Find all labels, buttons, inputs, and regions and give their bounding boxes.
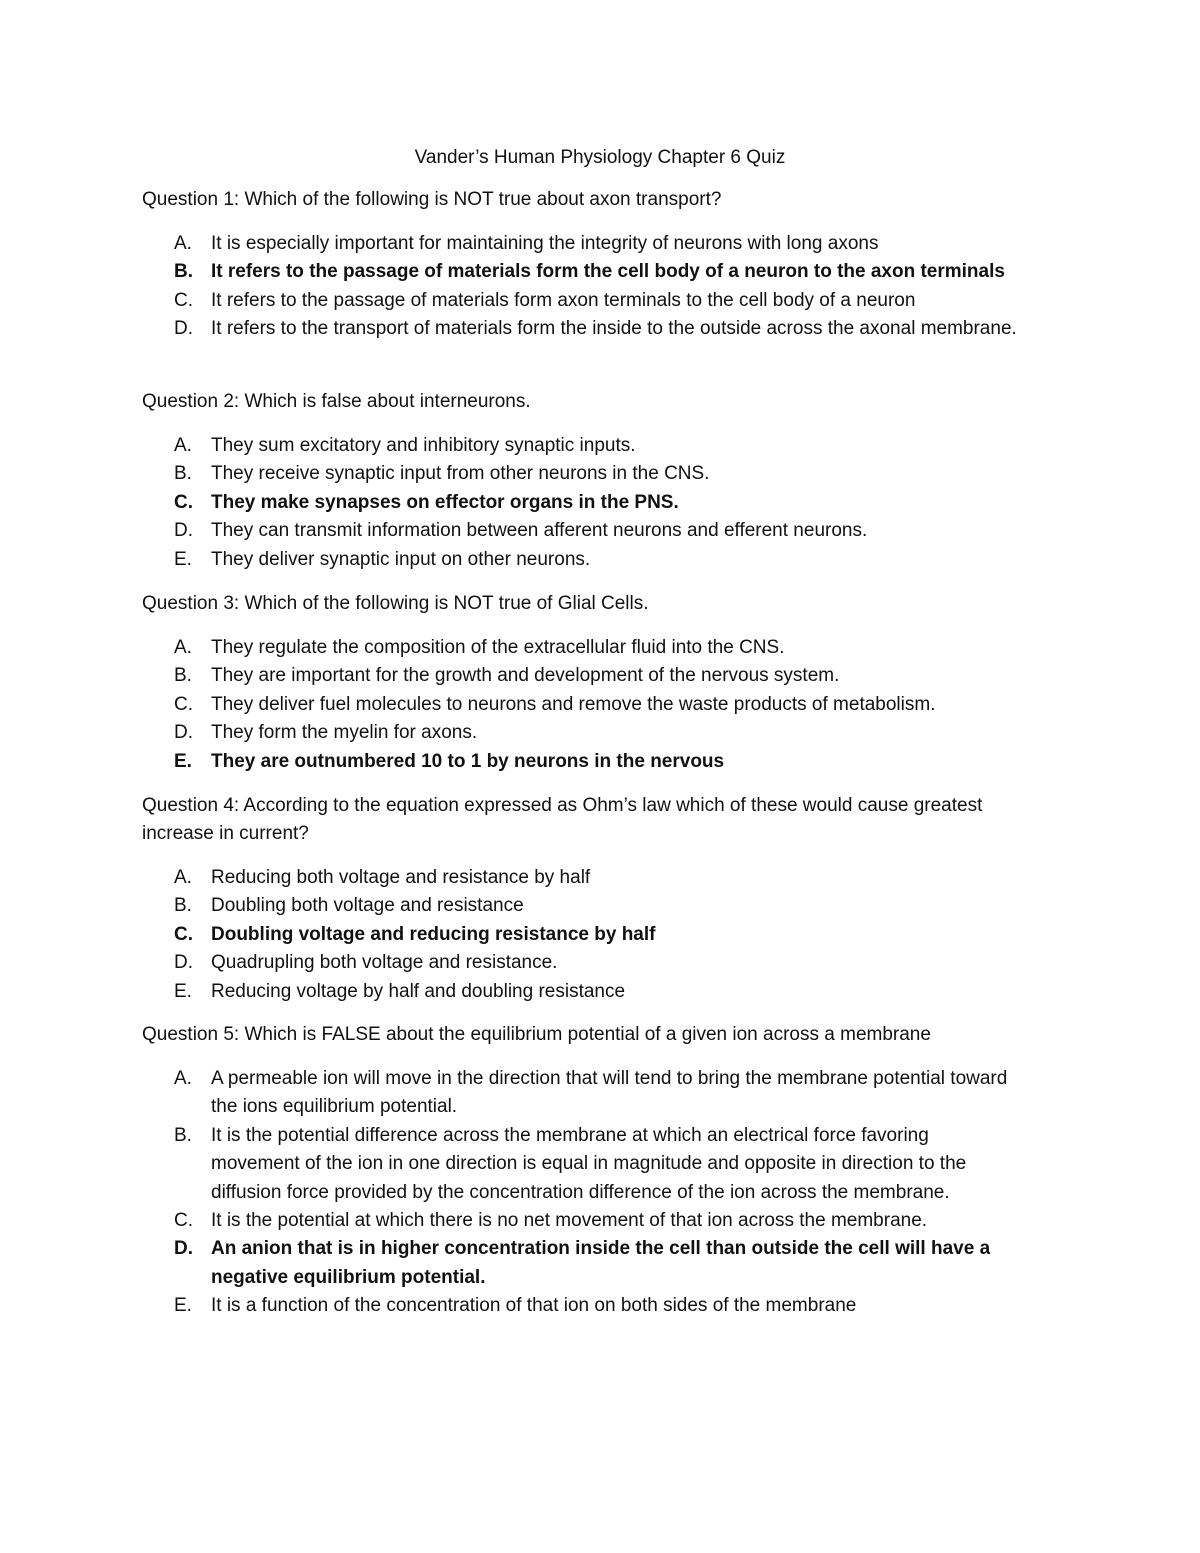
option-letter: B.	[174, 463, 192, 485]
option-text: A permeable ion will move in the direction that will tend to bring the membrane potential toward the ions equilibrium potential.	[211, 1068, 1008, 1118]
option-letter: C.	[174, 1210, 193, 1232]
answer-option	[142, 1292, 1022, 1320]
question-text: Question 1: Which of the following is NOT true about axon transport?	[142, 189, 722, 210]
answer-option	[142, 921, 1022, 949]
option-text: They are outnumbered 10 to 1 by neurons in the nervous	[211, 750, 725, 772]
question-text: Question 5: Which is FALSE about the equilibrium potential of a given ion across a membrane	[142, 1024, 931, 1045]
option-letter: D.	[174, 1238, 193, 1260]
option-letter: A.	[174, 435, 192, 456]
option-text: Quadrupling both voltage and resistance.	[211, 952, 558, 974]
option-letter: B.	[174, 665, 192, 687]
option-letter: D.	[174, 722, 193, 744]
answer-option	[142, 1207, 1022, 1235]
option-letter: E.	[174, 1295, 192, 1317]
option-letter: A.	[174, 637, 192, 658]
answer-option	[142, 546, 1022, 574]
answer-option	[142, 719, 1022, 747]
answer-option	[142, 892, 1022, 920]
option-letter: D.	[174, 520, 193, 542]
option-text: They are important for the growth and development of the nervous system.	[211, 665, 840, 687]
option-text: They make synapses on effector organs in the PNS.	[211, 491, 679, 513]
answer-option	[142, 432, 1022, 460]
question-text: Question 4: According to the equation expressed as Ohm’s law which of these would cause greatest increase in current?	[142, 795, 983, 844]
answer-option	[142, 1065, 1022, 1122]
option-letter: C.	[174, 693, 193, 715]
question-text: Question 3: Which of the following is NOT true of Glial Cells.	[142, 593, 649, 614]
answer-options	[142, 1065, 1022, 1321]
document-title: Vander’s Human Physiology Chapter 6 Quiz	[414, 147, 786, 168]
question-4	[142, 792, 1022, 1006]
option-text: Doubling both voltage and resistance	[211, 895, 524, 917]
option-text: They regulate the composition of the extracellular fluid into the CNS.	[211, 637, 785, 658]
option-letter: B.	[174, 261, 193, 283]
option-letter: A.	[174, 867, 192, 888]
option-letter: A.	[174, 233, 192, 254]
option-text: It refers to the transport of materials form the inside to the outside across the axonal membrane.	[211, 318, 1017, 340]
option-text: It refers to the passage of materials form the cell body of a neuron to the axon terminals	[211, 261, 1005, 283]
option-text: It is the potential at which there is no net movement of that ion across the membrane.	[211, 1210, 928, 1232]
question-5	[142, 1021, 1022, 1321]
option-text: It is the potential difference across the membrane at which an electrical force favoring movement of the ion in one direction is equal in magnitude and opposite in direction to the diffusion force provided by the concentration difference of the ion across the membrane.	[211, 1124, 967, 1203]
answer-option	[142, 662, 1022, 690]
option-letter: A.	[174, 1068, 192, 1089]
option-text: Reducing voltage by half and doubling resistance	[211, 980, 626, 1002]
option-letter: C.	[174, 923, 193, 945]
option-text: They deliver synaptic input on other neurons.	[211, 548, 591, 570]
answer-option	[142, 978, 1022, 1006]
option-letter: B.	[174, 895, 192, 917]
option-text: An anion that is in higher concentration inside the cell than outside the cell will have a negative equilibrium potential.	[211, 1238, 991, 1288]
option-text: They form the myelin for axons.	[211, 722, 478, 744]
answer-option	[142, 258, 1022, 286]
option-text: They sum excitatory and inhibitory synaptic inputs.	[211, 435, 636, 456]
option-text: It refers to the passage of materials form axon terminals to the cell body of a neuron	[211, 289, 916, 311]
option-letter: D.	[174, 952, 193, 974]
option-text: Doubling voltage and reducing resistance by half	[211, 923, 656, 945]
option-letter: E.	[174, 750, 192, 772]
answer-options	[142, 634, 1022, 776]
answer-option	[142, 864, 1022, 892]
option-letter: C.	[174, 491, 193, 513]
answer-options	[142, 230, 1022, 344]
answer-option	[142, 1122, 1022, 1207]
question-2	[142, 388, 1022, 574]
answer-option	[142, 315, 1022, 343]
option-text: It is a function of the concentration of that ion on both sides of the membrane	[211, 1295, 857, 1317]
answer-option	[142, 460, 1022, 488]
option-text: Reducing both voltage and resistance by half	[211, 867, 591, 888]
answer-option	[142, 517, 1022, 545]
question-3	[142, 590, 1022, 776]
option-text: They deliver fuel molecules to neurons and remove the waste products of metabolism.	[211, 693, 936, 715]
option-letter: D.	[174, 318, 193, 340]
answer-option	[142, 1235, 1022, 1292]
option-text: It is especially important for maintaining the integrity of neurons with long axons	[211, 233, 879, 254]
option-text: They receive synaptic input from other neurons in the CNS.	[211, 463, 710, 485]
answer-option	[142, 634, 1022, 662]
option-letter: C.	[174, 289, 193, 311]
answer-option	[142, 230, 1022, 258]
answer-option	[142, 691, 1022, 719]
option-letter: E.	[174, 980, 192, 1002]
question-1	[142, 186, 1022, 344]
answer-option	[142, 949, 1022, 977]
answer-option	[142, 748, 1022, 776]
answer-options	[142, 432, 1022, 574]
answer-options	[142, 864, 1022, 1006]
question-text: Question 2: Which is false about interneurons.	[142, 391, 531, 412]
answer-option	[142, 489, 1022, 517]
option-letter: E.	[174, 548, 192, 570]
answer-option	[142, 287, 1022, 315]
option-letter: B.	[174, 1124, 192, 1146]
option-text: They can transmit information between afferent neurons and efferent neurons.	[211, 520, 868, 542]
